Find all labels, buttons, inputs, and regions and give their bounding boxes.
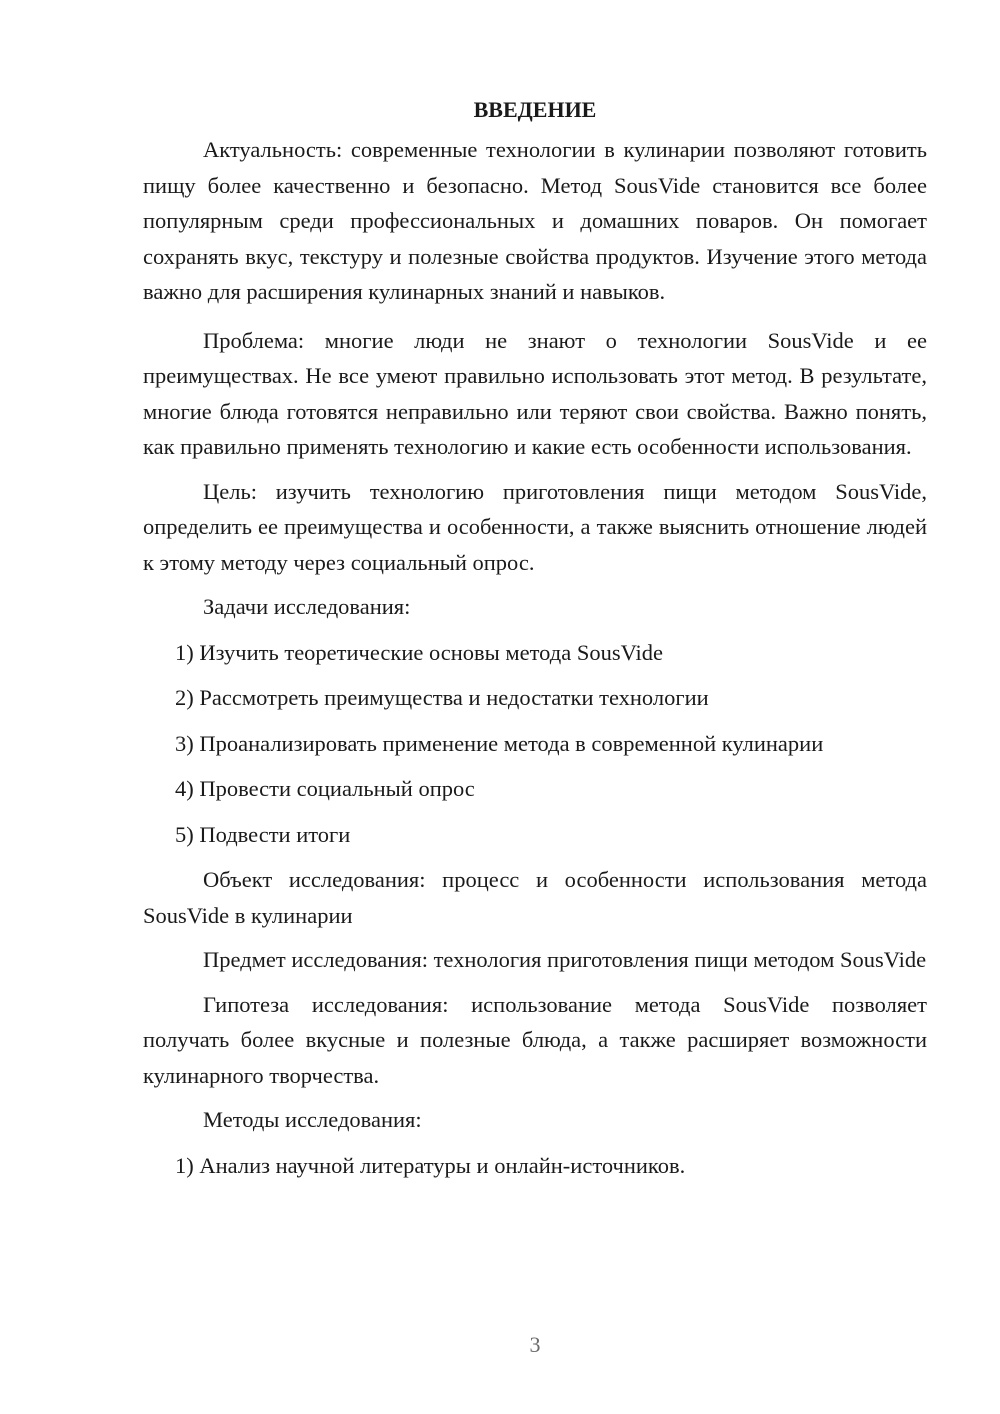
subject-paragraph: Предмет исследования: технология приготовления пищи методом SousVide [203, 947, 927, 972]
problem-paragraph: Проблема: многие люди не знают о технологии SousVide и ее преимуществах. Не все умеют правильно использовать этот метод. В результате, многие блюда готовятся неправильно или теряют свои свойства. Важно понять, как правильно применять технологию и какие есть особенности использования. [143, 327, 927, 459]
task-item: 4) Провести социальный опрос [175, 776, 475, 801]
methods-label: Методы исследования: [203, 1107, 422, 1132]
task-item: 3) Проанализировать применение метода в современной кулинарии [175, 730, 824, 756]
hypothesis-paragraph: Гипотеза исследования: использование метода SousVide позволяет получать более вкусные и полезные блюда, а также расширяет возможности кулинарного творчества. [143, 991, 927, 1088]
task-item: 5) Подвести итоги [175, 821, 351, 847]
task-item: 2) Рассмотреть преимущества и недостатки технологии [175, 685, 709, 710]
document-page [143, 92, 927, 1193]
page-number: 3 [529, 1332, 541, 1357]
relevance-paragraph: Актуальность: современные технологии в кулинарии позволяют готовить пищу более качественно и безопасно. Метод SousVide становится все более популярным среди профессиональных и домашних поваров. Он помогает сохранять вкус, текстуру и полезные свойства продуктов. Изучение этого метода важно для расширения кулинарных знаний и навыков. [143, 137, 927, 304]
object-paragraph: Объект исследования: процесс и особенности использования метода SousVide в кулинарии [143, 867, 927, 928]
method-item: 1) Анализ научной литературы и онлайн-источников. [175, 1152, 686, 1178]
tasks-label: Задачи исследования: [203, 594, 411, 619]
goal-paragraph: Цель: изучить технологию приготовления пищи методом SousVide, определить ее преимущества и особенности, а также выяснить отношение людей к этому методу через социальный опрос. [143, 478, 927, 575]
page-title: ВВЕДЕНИЕ [473, 97, 597, 122]
task-item: 1) Изучить теоретические основы метода SousVide [175, 639, 664, 665]
